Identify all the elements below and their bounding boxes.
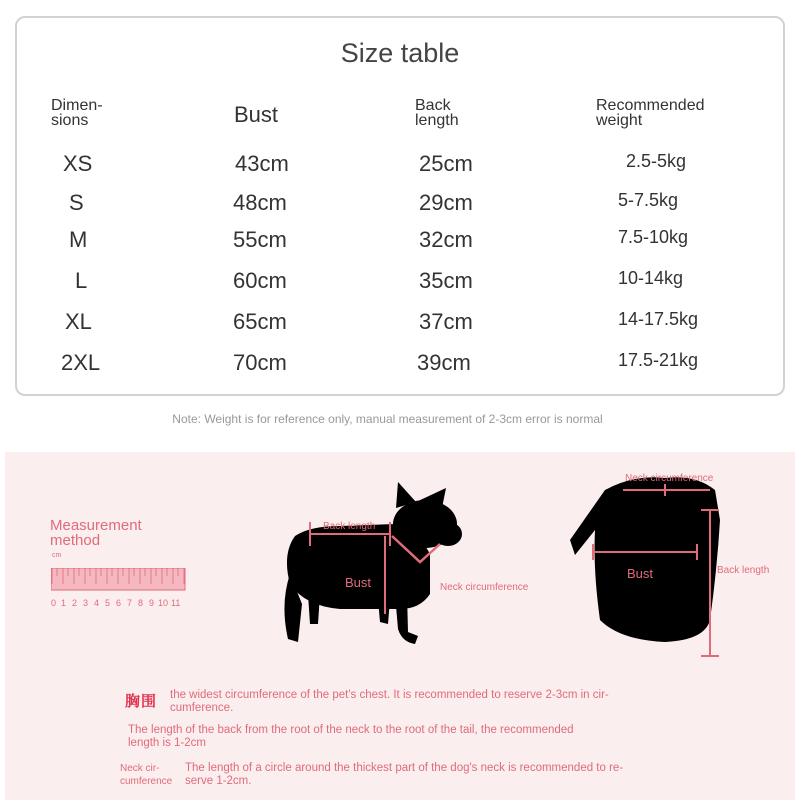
table-row-size: XL [65, 309, 92, 334]
bust-description-label: 胸围 [125, 693, 158, 710]
ruler-number: 9 [149, 598, 155, 608]
dog-diagram [270, 474, 550, 654]
table-row-bust: 70cm [233, 350, 287, 375]
table-row-back: 29cm [419, 190, 473, 215]
shirt-neck-label: Neck circumference [625, 473, 714, 484]
ruler-number: 1 [61, 598, 67, 608]
table-row-size: L [75, 268, 88, 293]
table-row-back: 35cm [419, 268, 473, 293]
table-row-size: S [69, 190, 84, 215]
ruler-icon [51, 568, 187, 614]
ruler-number: 10 [158, 598, 169, 608]
shirt-back-length-label: Back length [717, 565, 770, 576]
table-row-bust: 55cm [233, 227, 287, 252]
bust-description: the widest circumference of the pet's chest. It is recommended to reserve 2-3cm in cir- cumference. [170, 689, 609, 714]
weight-note: Note: Weight is for reference only, manual measurement of 2-3cm error is normal [172, 412, 603, 426]
table-row-size: 2XL [61, 350, 101, 375]
measurement-method-title: Measurement method [50, 517, 142, 549]
dog-bust-label: Bust [345, 575, 372, 590]
table-row-back: 25cm [419, 151, 473, 176]
table-row-bust: 43cm [235, 151, 289, 176]
table-row-bust: 65cm [233, 309, 287, 334]
ruler-number: 8 [138, 598, 144, 608]
ruler-number: 11 [171, 598, 181, 608]
ruler-number: 3 [83, 598, 89, 608]
table-row-size: XS [63, 151, 93, 176]
table-row-back: 32cm [419, 227, 473, 252]
measurement-panel [5, 452, 795, 800]
table-row-size: M [69, 227, 88, 252]
shirt-bust-label: Bust [627, 566, 654, 581]
table-row-bust: 60cm [233, 268, 287, 293]
table-row-weight: 7.5-10kg [618, 227, 689, 247]
table-row-weight: 17.5-21kg [618, 350, 699, 370]
ruler-number: 4 [94, 598, 100, 608]
neck-description-label: Neck cir- cumference [120, 763, 173, 787]
dog-silhouette-icon [284, 482, 462, 644]
header-weight: Recommended weight [596, 97, 705, 129]
dog-neck-label: Neck circumference [440, 582, 529, 593]
table-row-weight: 2.5-5kg [626, 151, 687, 171]
table-row-weight: 5-7.5kg [618, 190, 679, 210]
table-row-back: 39cm [417, 350, 471, 375]
header-dimensions: Dimen- sions [51, 97, 103, 129]
ruler-unit: cm [52, 552, 62, 559]
ruler-number: 0 [51, 598, 57, 608]
header-back-length: Back length [415, 97, 459, 129]
header-bust: Bust [234, 102, 279, 127]
table-row-weight: 14-17.5kg [618, 309, 699, 329]
table-row-bust: 48cm [233, 190, 287, 215]
shirt-diagram [565, 460, 795, 670]
ruler-number: 6 [116, 598, 122, 608]
size-table-card [15, 16, 785, 396]
back-length-description: The length of the back from the root of the neck to the root of the tail, the recommended length is 1-2cm [128, 724, 574, 749]
ruler-number: 5 [105, 598, 111, 608]
size-table-title: Size table [340, 38, 460, 68]
neck-description: The length of a circle around the thickest part of the dog's neck is recommended to re- serve 1-2cm. [185, 762, 624, 787]
table-row-back: 37cm [419, 309, 473, 334]
table-row-weight: 10-14kg [618, 268, 684, 288]
ruler-number: 7 [127, 598, 133, 608]
dog-back-length-label: Back length [323, 521, 376, 532]
ruler-number: 2 [72, 598, 78, 608]
